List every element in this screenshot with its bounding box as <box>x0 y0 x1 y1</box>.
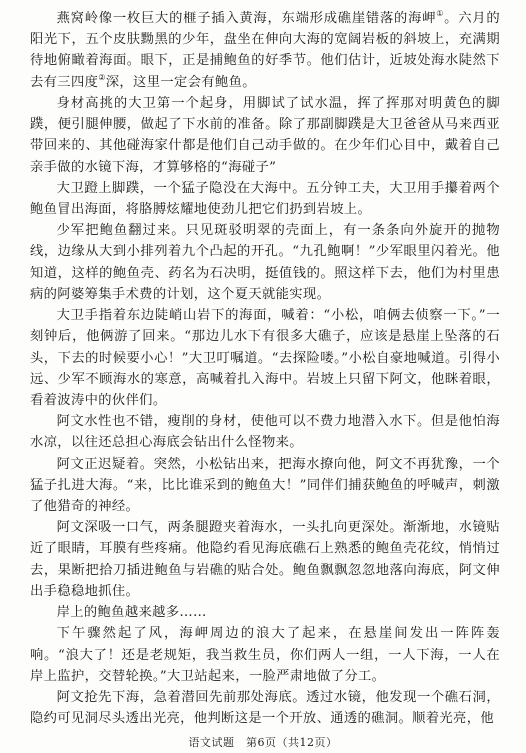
paragraph-9: 岸上的鲍鱼越来越多…… <box>56 605 207 621</box>
paragraph-8: 阿文深吸一口气，两条腿蹬夹着海水，一头扎向更深处。渐渐地，水镜贴近了眼睛，耳膜有些疼痛。他隐约看见海底礁石上熟悉的鲍鱼壳花纹，悄悄过去，果断把拾刀插进鲍鱼与岩礁的贴合处。鲍鱼飘飘忽忽地落向海底，阿文伸出手稳稳地抓住。 <box>30 520 500 599</box>
paragraph-5: 大卫手指着东边陡峭山岩下的海面，喊着：“小松，咱俩去侦察一下。”一刻钟后，他俩游了回来。“那边儿水下有很多大礁子，应该是悬崖上坠落的石头，下去的时候要小心！”大卫叮嘱道。“去探险喽。”小松自豪地喊道。引得小远、少军不顾海水的寒意，高喊着扎入海中。岩坡上只留下阿文，他眯着眼，看着波涛中的伙伴们。 <box>30 308 500 408</box>
paragraph-1-text: 燕窝岭像一枚巨大的榧子插入黄海，东端形成礁崖错落的海岬 <box>56 11 437 26</box>
footnote-mark-1: ① <box>436 9 445 18</box>
footnote-mark-2: ② <box>98 72 106 82</box>
paragraph-7: 阿文正迟疑着。突然，小松钻出来，把海水撩向他，阿文不再犹豫，一个猛子扎进大海。“来，比比谁采到的鲍鱼大！”同伴们捕获鲍鱼的呼喊声，刺激了他猎奇的神经。 <box>30 456 500 515</box>
paragraph-1-text-cont: 。六月的阳光下，五个皮肤黝黑的少年，盘坐在伸向大海的宽阔岩板的斜坡上，充满期待地俯瞰着海面。眼下，正是捕鲍鱼的好季节。他们估计，近坡处海水陡然下去有三四度 <box>30 11 500 90</box>
paragraph-1-text-end: 深，这里一定会有鲍鱼。 <box>105 74 256 90</box>
paragraph-2: 身材高挑的大卫第一个起身，用脚试了试水温，挥了挥那对明黄色的脚蹼，便引腿伸腰，做起了下水前的准备。除了那副脚蹼是大卫爸爸从马来西亚带回来的、其他碰海家什都是他们自己动手做的。在少年们心目中，戴着自己亲手做的水镜下海，才算够格的“海碰子” <box>30 95 500 175</box>
paragraph-1 <box>30 8 500 93</box>
paragraph-3: 大卫蹬上脚蹼，一个猛子隐没在大海中。五分钟工夫，大卫用手攥着两个鲍鱼冒出海面，将胳膊炫耀地使劲儿把它们扔到岩坡上。 <box>30 180 500 217</box>
paragraph-11: 阿文抢先下海，急着潜回先前那处海底。透过水镜，他发现一个礁石洞，隐约可见洞尽头透出光亮，他判断这是一个开放、通透的礁洞。顺着光亮，他 <box>30 690 500 727</box>
passage-body <box>30 8 500 729</box>
paragraph-6: 阿文水性也不错，瘦削的身材，使他可以不费力地潜入水下。但是他怕海水凉，以往还总担心海底会钻出什么怪物来。 <box>30 414 500 451</box>
page-footer: 语文试题 第6页（共12页） <box>188 736 338 749</box>
paragraph-10: 下午骤然起了风，海岬周边的浪大了起来，在悬崖间发出一阵阵轰响。“浪大了！还是老规矩，我当救生员，你们两人一组，一人下海，一人在岸上监护，交替轮换。”大卫站起来，一脸严肃地做了分工。 <box>30 626 500 684</box>
paragraph-4: 少军把鲍鱼翻过来。只见斑驳明翠的壳面上，有一条条向外旋开的抛物线，边缘从大到小排列着九个凸起的开孔。“九孔鲍啊！”少军眼里闪着光。他知道，这样的鲍鱼壳、药名为石决明，挺值钱的。照这样下去，他们为村里患病的阿婆筹集手术费的计划，这个夏天就能实现。 <box>30 223 500 302</box>
